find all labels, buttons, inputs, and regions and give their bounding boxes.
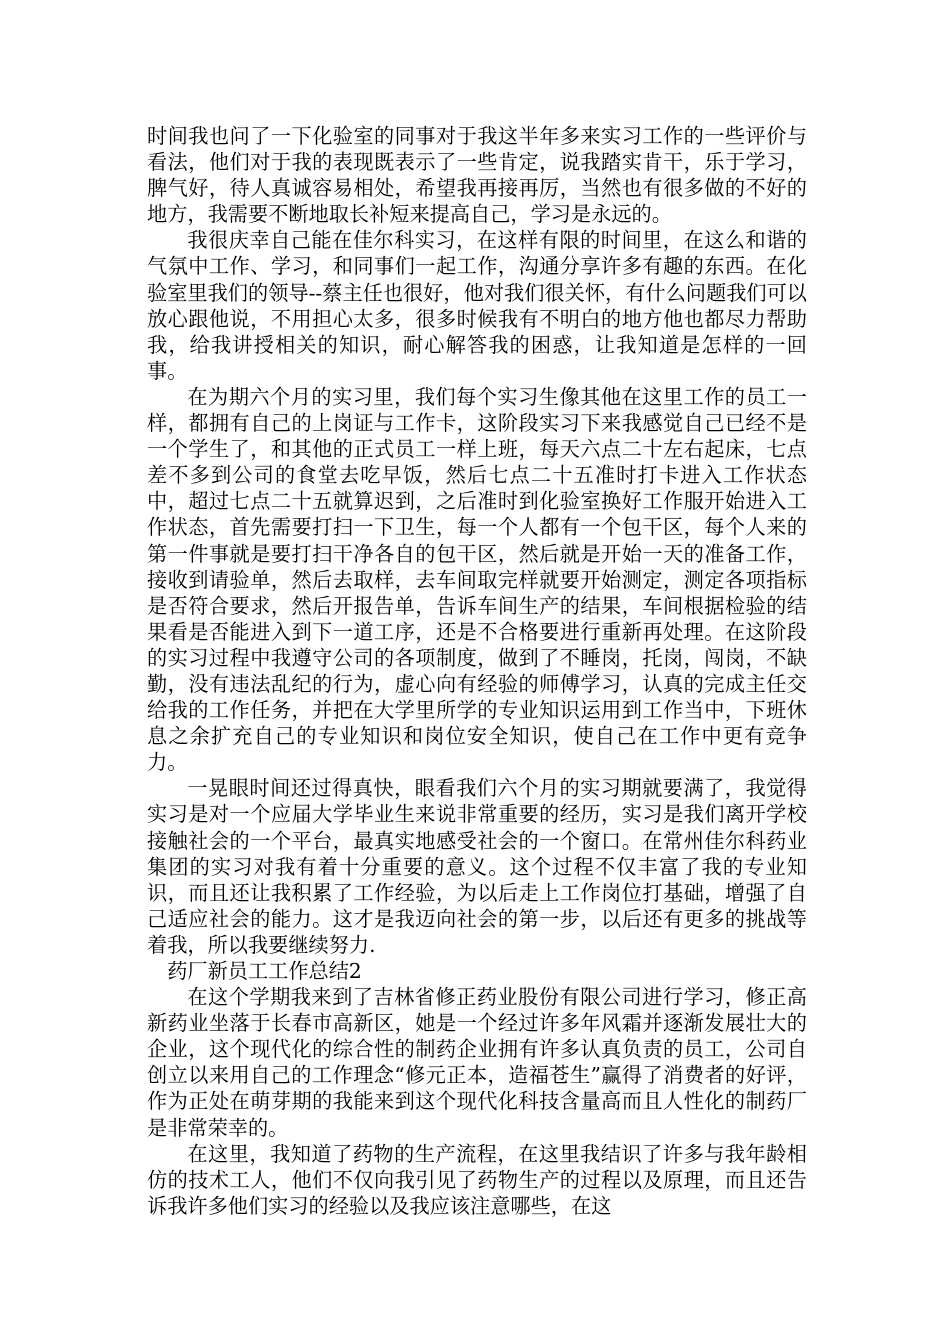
paragraph: 在这个学期我来到了吉林省修正药业股份有限公司进行学习，修正高新药业坐落于长春市高新区，她是一个经过许多年风霜并逐渐发展壮大的企业，这个现代化的综合性的制药企业拥有许多认真负责的员工，公司自创立以来用自己的工作理念“修元正本，造福苍生”赢得了消费者的好评，作为正处在萌芽期的我能来到这个现代化科技含量高而且人性化的制药厂是非常荣幸的。 — [147, 985, 807, 1140]
paragraph: 一晃眼时间还过得真快，眼看我们六个月的实习期就要满了，我觉得实习是对一个应届大学毕业生来说非常重要的经历，实习是我们离开学校接触社会的一个平台，最真实地感受社会的一个窗口。在常州佳尔科药业集团的实习对我有着十分重要的意义。这个过程不仅丰富了我的专业知识，而且还让我积累了工作经验，为以后走上工作岗位打基础，增强了自己适应社会的能力。这才是我迈向社会的第一步，以后还有更多的挑战等着我，所以我要继续努力. — [147, 776, 807, 957]
paragraph: 在这里，我知道了药物的生产流程，在这里我结识了许多与我年龄相仿的技术工人，他们不仅向我引见了药物生产的过程以及原理，而且还告诉我许多他们实习的经验以及我应该注意哪些，在这 — [147, 1141, 807, 1218]
paragraph-continuation: 时间我也问了一下化验室的同事对于我这半年多来实习工作的一些评价与看法，他们对于我的表现既表示了一些肯定，说我踏实肯干，乐于学习，脾气好，待人真诚容易相处，希望我再接再厉，当然也有很多做的不好的地方，我需要不断地取长补短来提高自己，学习是永远的。 — [147, 124, 807, 227]
paragraph: 在为期六个月的实习里，我们每个实习生像其他在这里工作的员工一样，都拥有自己的上岗证与工作卡，这阶段实习下来我感觉自己已经不是一个学生了，和其他的正式员工一样上班，每天六点二十左右起床，七点差不多到公司的食堂去吃早饭，然后七点二十五准时打卡进入工作状态中，超过七点二十五就算迟到，之后准时到化验室换好工作服开始进入工作状态，首先需要打扫一下卫生，每一个人都有一个包干区，每个人来的第一件事就是要打扫干净各自的包干区，然后就是开始一天的准备工作，接收到请验单，然后去取样，去车间取完样就要开始测定，测定各项指标是否符合要求，然后开报告单，告诉车间生产的结果，车间根据检验的结果看是否能进入到下一道工序，还是不合格要进行重新再处理。在这阶段的实习过程中我遵守公司的各项制度，做到了不睡岗，托岗，闯岗，不缺勤，没有违法乱纪的行为，虚心向有经验的师傅学习，认真的完成主任交给我的工作任务，并把在大学里所学的专业知识运用到工作当中，下班休息之余扩充自己的专业知识和岗位安全知识，使自己在工作中更有竞争力。 — [147, 384, 807, 775]
paragraph: 我很庆幸自己能在佳尔科实习，在这样有限的时间里，在这么和谐的气氛中工作、学习，和同事们一起工作，沟通分享许多有趣的东西。在化验室里我们的领导--蔡主任也很好，他对我们很关怀，有什么问题我们可以放心跟他说，不用担心太多，很多时候我有不明白的地方他也都尽力帮助我，给我讲授相关的知识，耐心解答我的困惑，让我知道是怎样的一回事。 — [147, 228, 807, 383]
document-body — [147, 123, 807, 1219]
section-title: 药厂新员工工作总结2 — [167, 959, 362, 983]
